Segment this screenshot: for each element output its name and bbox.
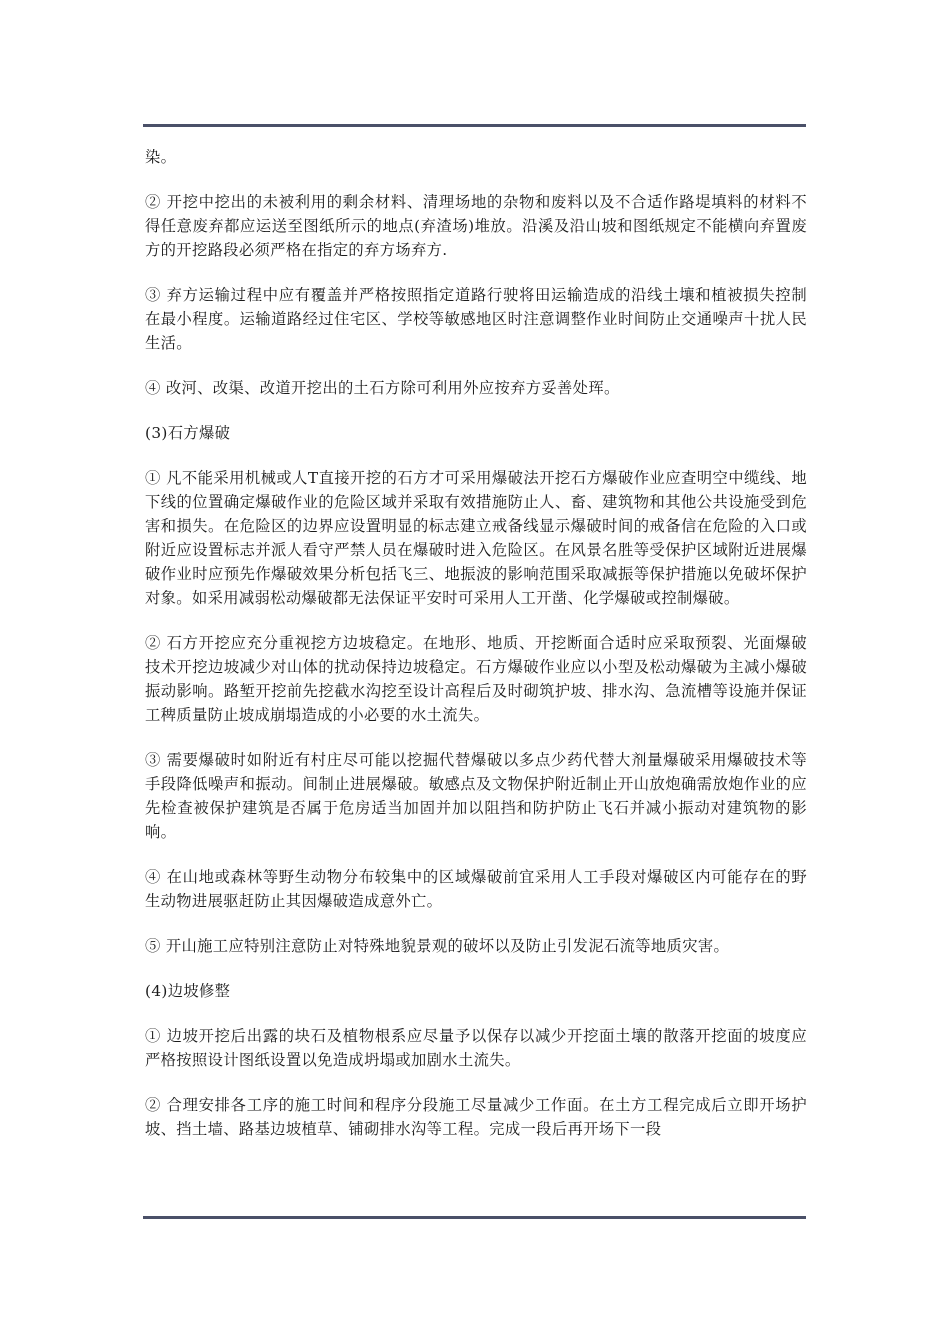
paragraph: ③ 弃方运输过程中应有覆盖并严格按照指定道路行驶将田运输造成的沿线土壤和植被损失控制在最小程度。运输道路经过住宅区、学校等敏感地区时注意调整作业时间防止交通噪声十扰人民生活。: [145, 286, 807, 352]
paragraph: ① 边坡开挖后出露的块石及植物根系应尽量予以保存以减少开挖面土壤的散落开挖面的坡度应严格按照设计图纸设置以免造成坍塌或加剧水土流失。: [145, 1027, 807, 1069]
paragraph: ④ 在山地或森林等野生动物分布较集中的区域爆破前宜采用人工手段对爆破区内可能存在的野生动物进展驱赶防止其因爆破造成意外亡。: [145, 868, 807, 910]
paragraph: ④ 改河、改渠、改道开挖出的土石方除可利用外应按弃方妥善处珲。: [145, 379, 620, 397]
paragraph: ③ 需要爆破时如附近有村庄尽可能以挖掘代替爆破以多点少药代替大剂量爆破采用爆破技术等手段降低噪声和振动。间制止进展爆破。敏感点及文物保护附近制止开山放炮确需放炮作业的应先检查被保护建筑是否属于危房适当加固并加以阻挡和防护防止飞石并减小振动对建筑物的影响。: [145, 751, 807, 841]
paragraph: ② 合理安排各工序的施工时间和程序分段施工尽量减少工作面。在土方工程完成后立即开场护坡、挡土墙、路基边坡植草、铺砌排水沟等工程。完成一段后再开场下一段: [145, 1096, 807, 1138]
paragraph: ② 石方开挖应充分重视挖方边坡稳定。在地形、地质、开挖断面合适时应采取预裂、光面爆破技术开挖边坡减少对山体的扰动保持边坡稳定。石方爆破作业应以小型及松动爆破为主减小爆破振动影响。路堑开挖前先挖截水沟挖至设计高程后及时砌筑护坡、排水沟、急流槽等设施并保证工稗质量防止坡成崩塌造成的小必要的水土流失。: [145, 634, 807, 724]
footer-rule: [143, 1216, 806, 1219]
section-heading: (4)边坡修整: [145, 982, 231, 1000]
section-heading: (3)石方爆破: [145, 424, 231, 442]
paragraph: ① 凡不能采用机械或人T直接开挖的石方才可采用爆破法开挖石方爆破作业应查明空中缆线、地下线的位置确定爆破作业的危险区域并采取有效措施防止人、畜、建筑物和其他公共设施受到危害和损失。在危险区的边界应设置明显的标志建立戒备线显示爆破时间的戒备信在危险的入口或附近应设置标志并派人看守严禁人员在爆破时进入危险区。在风景名胜等受保护区域附近进展爆破作业时应预先作爆破效果分析包括飞三、地振波的影响范围采取减振等保护措施以免破坏保护对象。如采用减弱松动爆破都无法保证平安时可采用人工开凿、化学爆破或控制爆破。: [145, 469, 807, 607]
paragraph: ② 开挖中挖出的未被利用的剩余材料、清理场地的杂物和废料以及不合适作路堤填料的材料不得任意废弃都应运送至图纸所示的地点(弃渣场)堆放。沿溪及沿山坡和图纸规定不能横向弃置废方的开挖路段必须严格在指定的弃方场弃方.: [145, 193, 807, 259]
paragraph: ⑤ 开山施工应特别注意防止对特殊地貌景观的破坏以及防止引发泥石流等地质灾害。: [145, 937, 730, 955]
paragraph: 染。: [145, 148, 177, 166]
document-body: [145, 145, 807, 1141]
header-rule: [143, 124, 806, 127]
